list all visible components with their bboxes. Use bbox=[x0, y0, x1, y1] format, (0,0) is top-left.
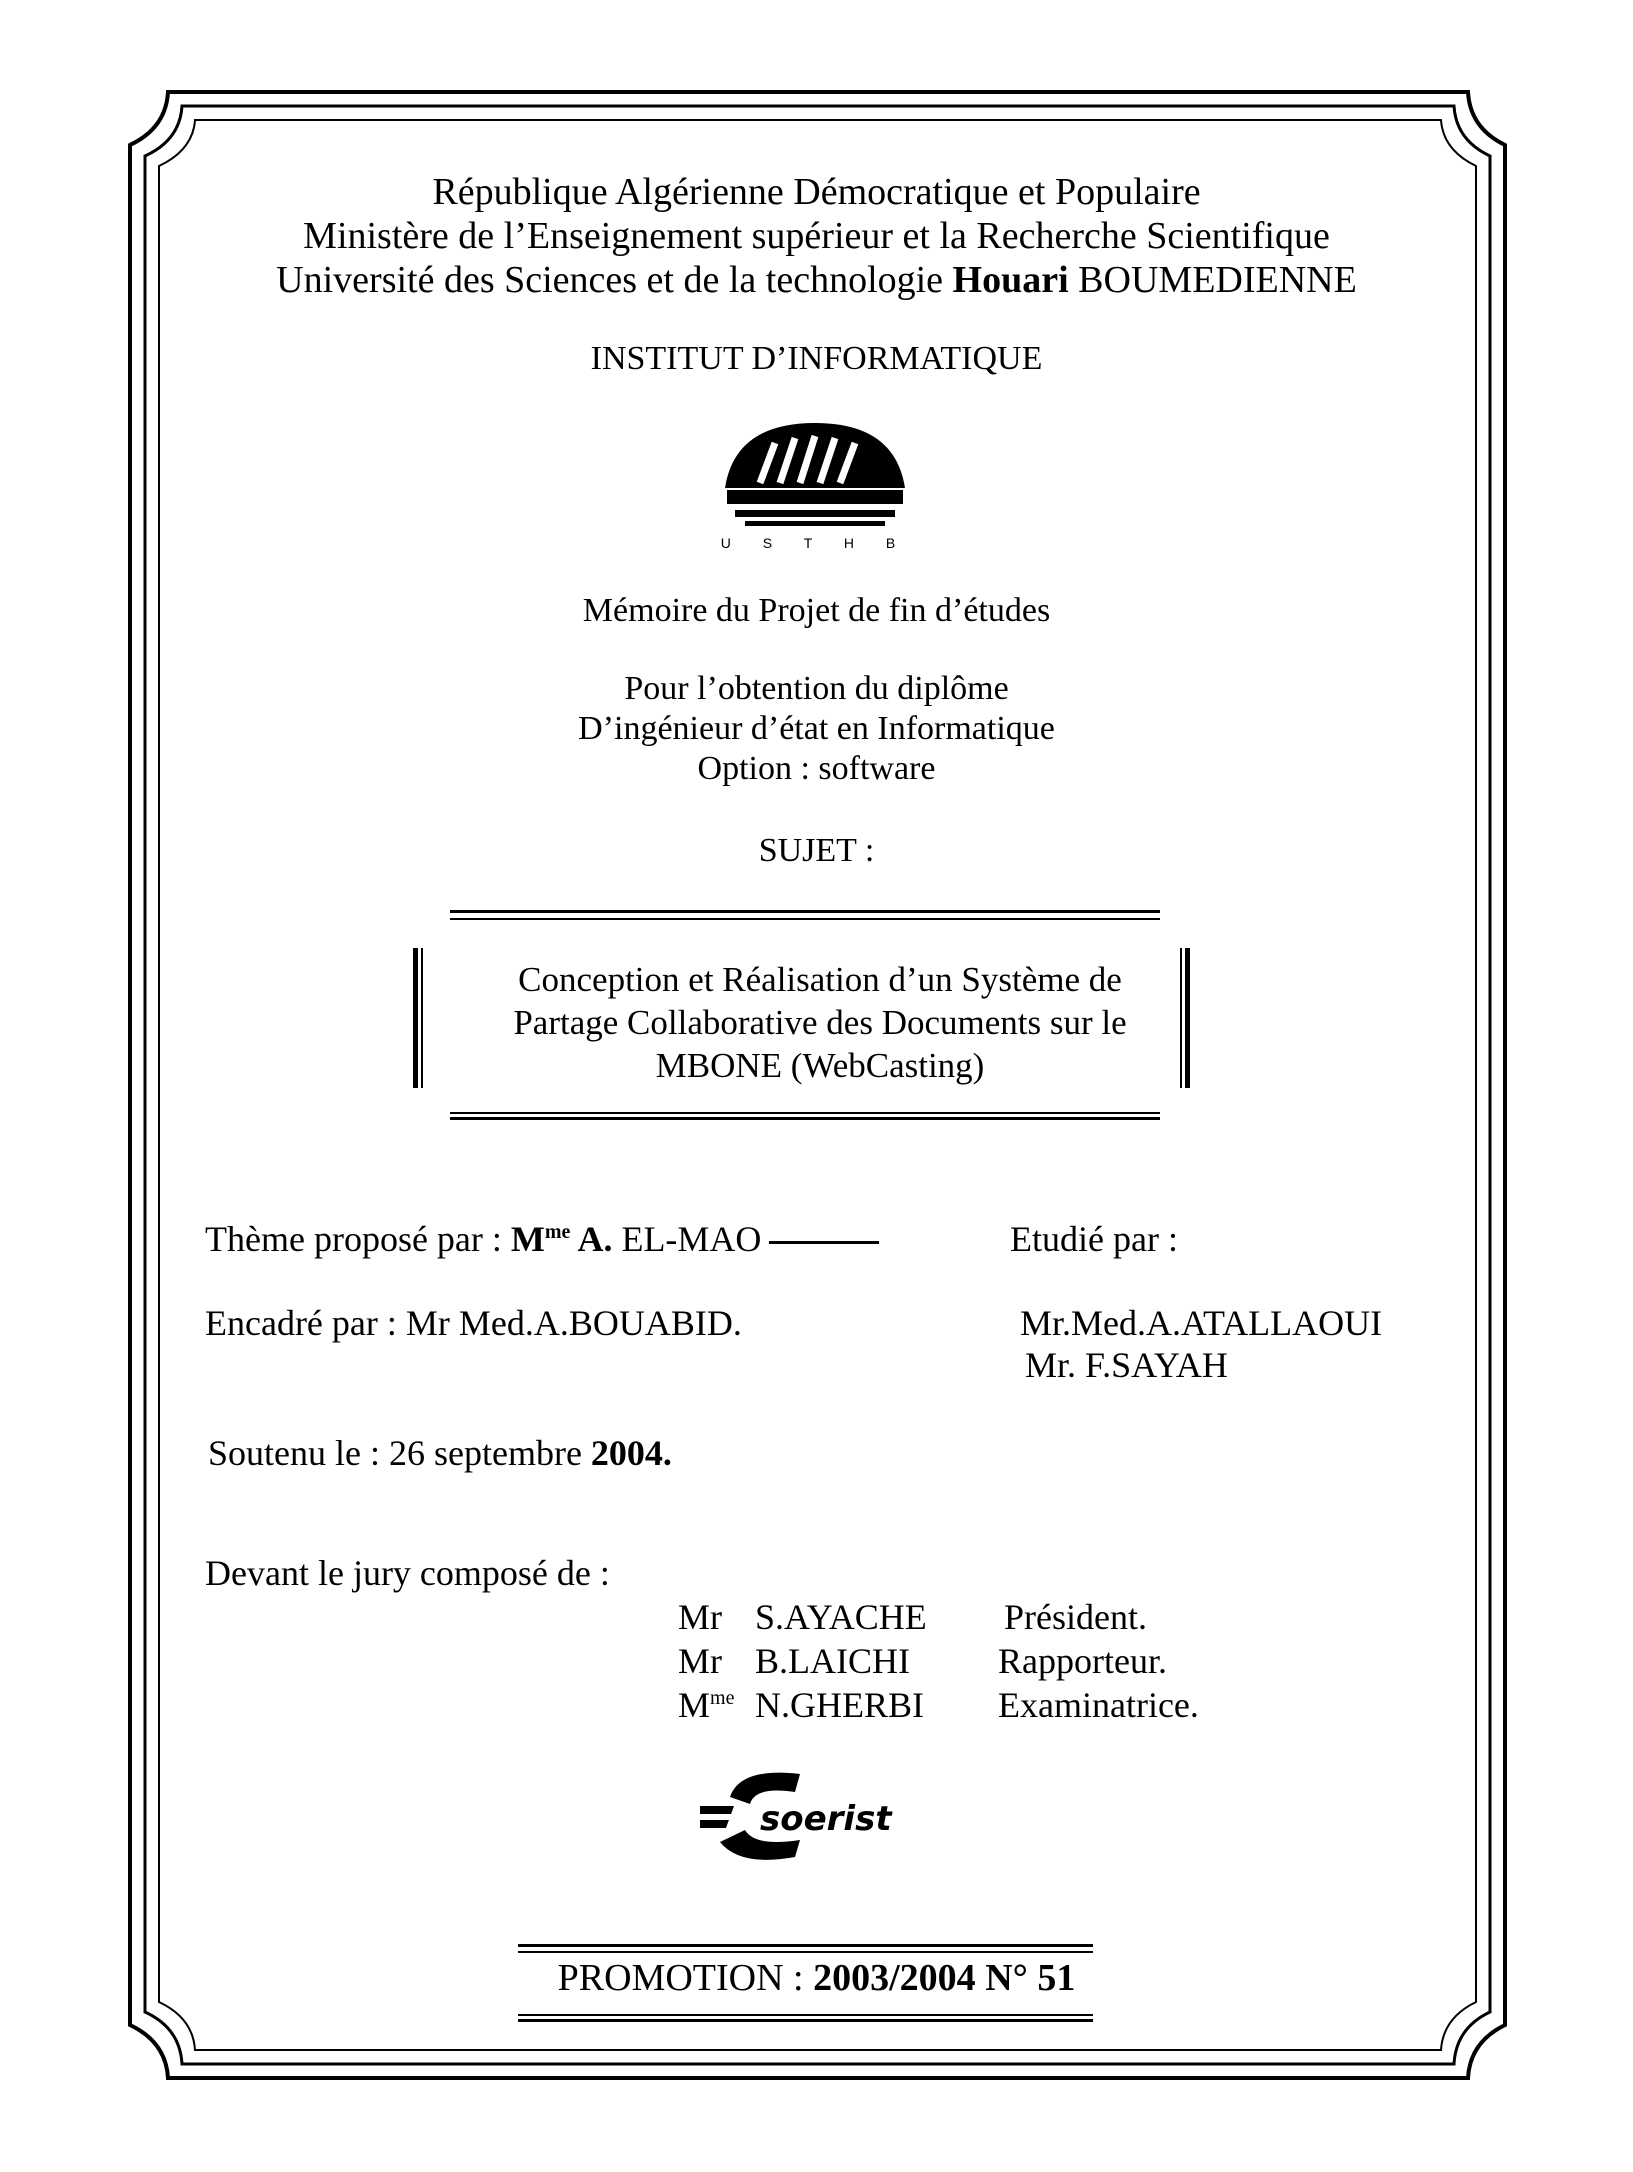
theme-dash bbox=[769, 1241, 879, 1244]
theme-name: EL-MAO bbox=[612, 1219, 762, 1259]
theme-title-sup: me bbox=[544, 1221, 571, 1243]
defense-date bbox=[208, 1432, 672, 1474]
university-name-bold: Houari bbox=[952, 259, 1069, 301]
defense-label: Soutenu le : 26 septembre bbox=[208, 1433, 591, 1473]
university-name-suffix: BOUMEDIENNE bbox=[1068, 259, 1357, 301]
promotion-number: N° 51 bbox=[975, 1957, 1076, 1999]
theme-initial: A. bbox=[570, 1219, 613, 1259]
jury-title-1 bbox=[678, 1596, 722, 1638]
promotion-line bbox=[0, 1956, 1633, 2000]
institute-name: INSTITUT D’INFORMATIQUE bbox=[590, 340, 1043, 377]
subject-left-bar bbox=[413, 948, 418, 1088]
theme-title: M bbox=[510, 1219, 545, 1259]
subject-title bbox=[430, 958, 1210, 1087]
jury-role-2: Rapporteur. bbox=[998, 1641, 1167, 1681]
promotion-top-rule-thin bbox=[518, 1951, 1093, 1953]
subject-bottom-rule bbox=[450, 1117, 1160, 1120]
memoire-title: Mémoire du Projet de fin d’études bbox=[582, 592, 1051, 629]
student-1: Mr.Med.A.ATALLAOUI bbox=[1020, 1303, 1383, 1343]
university-name: Université des Sciences et de la technologie bbox=[276, 259, 953, 301]
promotion-bottom-rule bbox=[518, 2019, 1093, 2022]
subject-left-bar-thin bbox=[421, 948, 423, 1088]
theme-label: Thème proposé par : bbox=[205, 1219, 511, 1259]
sujet-label: SUJET : bbox=[758, 832, 875, 869]
jury-role-3: Examinatrice. bbox=[998, 1685, 1199, 1725]
supervisor-line: Encadré par : Mr Med.A.BOUABID. bbox=[205, 1303, 742, 1343]
subject-line-1: Conception et Réalisation d’un Système de bbox=[518, 960, 1122, 999]
option-line: Option : software bbox=[697, 750, 936, 787]
purpose-line-1: Pour l’obtention du diplôme bbox=[624, 670, 1009, 707]
sponsor-logo bbox=[700, 1762, 930, 1872]
usthb-logo-letters: U S T H B bbox=[720, 535, 910, 551]
subject-top-rule bbox=[450, 910, 1160, 913]
subject-line-2: Partage Collaborative des Documents sur le bbox=[513, 1003, 1127, 1042]
republic-line: République Algérienne Démocratique et Populaire bbox=[432, 171, 1201, 213]
usthb-logo bbox=[715, 418, 915, 553]
theme-proposer bbox=[205, 1218, 879, 1260]
subject-bottom-rule-thin bbox=[450, 1112, 1160, 1114]
studied-label: Etudié par : bbox=[1010, 1219, 1178, 1259]
jury-title-text: Mr bbox=[678, 1641, 722, 1681]
university-line bbox=[0, 258, 1633, 302]
jury-title-sup: me bbox=[710, 1687, 735, 1709]
subject-line-3: MBONE (WebCasting) bbox=[655, 1046, 985, 1085]
purpose-line-2: D’ingénieur d’état en Informatique bbox=[578, 710, 1055, 747]
jury-title-2 bbox=[678, 1640, 722, 1682]
defense-year: 2004. bbox=[590, 1433, 672, 1473]
jury-name-3: N.GHERBI bbox=[755, 1685, 924, 1725]
promotion-top-rule bbox=[518, 1944, 1093, 1947]
subject-top-rule-thin bbox=[450, 918, 1160, 920]
jury-title-text: Mr bbox=[678, 1597, 722, 1637]
jury-title-text: M bbox=[678, 1685, 711, 1725]
promotion-year: 2003/2004 bbox=[813, 1957, 976, 1999]
jury-name-2: B.LAICHI bbox=[755, 1641, 910, 1681]
jury-label: Devant le jury composé de : bbox=[205, 1553, 610, 1593]
promotion-bottom-rule-thin bbox=[518, 2014, 1093, 2016]
jury-role-1: Président. bbox=[1004, 1597, 1147, 1637]
sponsor-logo-text: soerist bbox=[760, 1799, 892, 1839]
ministry-line: Ministère de l’Enseignement supérieur et la Recherche Scientifique bbox=[303, 215, 1330, 257]
jury-title-3 bbox=[678, 1684, 734, 1726]
jury-name-1: S.AYACHE bbox=[755, 1597, 927, 1637]
promotion-label: PROMOTION : bbox=[557, 1957, 814, 1999]
student-2: Mr. F.SAYAH bbox=[1025, 1345, 1228, 1385]
